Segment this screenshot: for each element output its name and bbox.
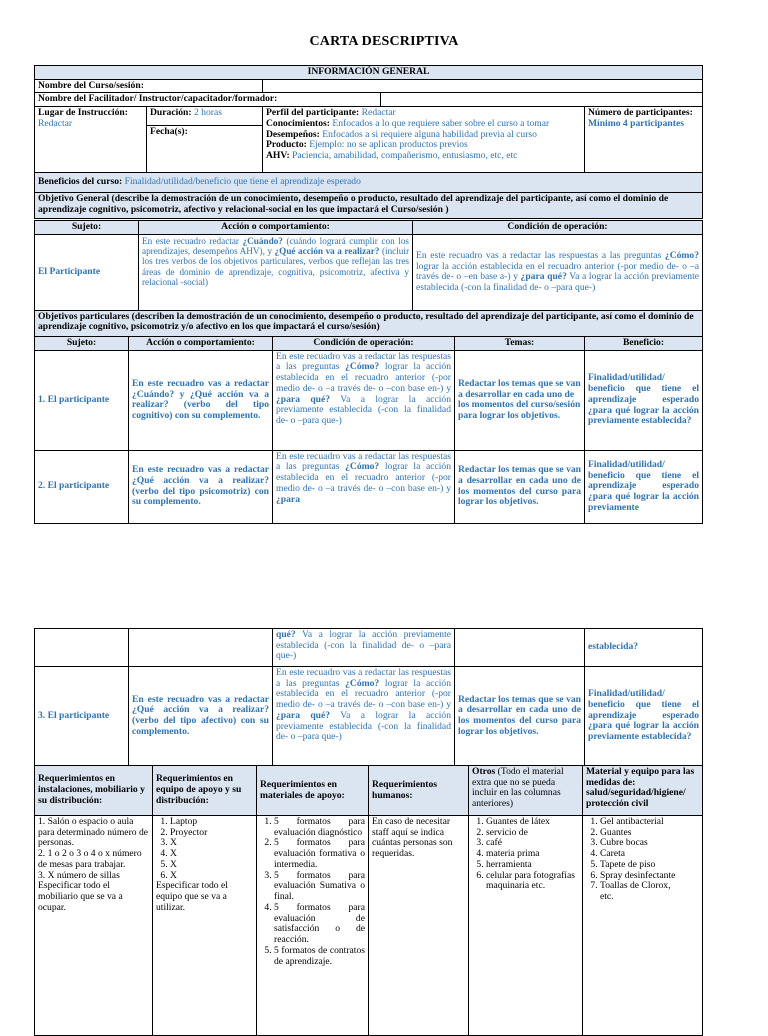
benefits-value: Finalidad/utilidad/beneficio que tiene el aprendizaje esperado	[124, 176, 361, 188]
duration-label: Duración:	[150, 107, 192, 119]
general-objective-heading: Objetivo General (describe la demostración de un conocimiento, desempeño o producto, resultado del aprendizaje del participante, así como el dominio de aprendizaje cognitivo, psicomotriz, afectivo y relacional-social en los que impactará el Curso/sesión )	[35, 193, 703, 219]
po-row3-condition: En este recuadro vas a redactar las respuestas a las preguntas ¿Cómo? lograr la acción establecida en el recuadro anterior (-por medio de- o –a través de- o –con base en-) y ¿para qué? Va a lograr la acción previamente establecida (-con la finalidad de- o –para que-)	[273, 667, 455, 766]
go-condition: En este recuadro vas a redactar las respuestas a las preguntas ¿Cómo? lograr la acción establecida en el recuadro anterior (-por medio de- o –a través de- o –en base a-) y ¿para qué? Va a lograr la acción previamente establecida (-con la finalidad de- o –para que-)	[413, 234, 703, 310]
general-info-table	[34, 65, 703, 219]
equipment-item: 2. Proyector	[170, 828, 253, 839]
knowledge-value: Enfocados a lo que requiere saber sobre el curso a tomar	[332, 117, 550, 129]
po-col-benefit: Beneficio:	[585, 337, 703, 351]
req-h-equipment: Requerimientos en equipo de apoyo y su distribución:	[153, 766, 257, 816]
go-col-action: Acción o comportamiento:	[139, 221, 413, 235]
place-cell	[35, 107, 147, 173]
safety-item: 3. Cubre bocas	[600, 838, 699, 849]
po-col-action: Acción o comportamiento:	[129, 337, 273, 351]
po-row1-subject: 1. El participante	[35, 350, 129, 450]
safety-item: 4. Careta	[600, 849, 699, 860]
po-row2-condition: En este recuadro vas a redactar las respuestas a las preguntas ¿Cómo? lograr la acción establecida en el recuadro anterior (-por medio de- o –a través de- o –con base en-) y ¿para	[273, 450, 455, 523]
material-item: 3. 5 formatos para evaluación Sumativa o final.	[274, 871, 365, 903]
req-equipment	[153, 816, 257, 1036]
req-h-installations: Requerimientos en instalaciones, mobiliario y su distribución:	[35, 766, 153, 816]
document-title: CARTA DESCRIPTIVA	[309, 34, 459, 49]
general-info-heading: INFORMACIÓN GENERAL	[35, 66, 703, 80]
po-row1-condition: En este recuadro vas a redactar las respuestas a las preguntas ¿Cómo? lograr la acción establecida en el recuadro anterior (-por medio de- o –a través de- o –con base en-) y ¿para qué? Va a lograr la acción previamente establecida (-con la finalidad de- o –para que-)	[273, 350, 455, 450]
po-col-subject: Sujeto:	[35, 337, 129, 351]
material-item: 5. 5 formatos de contratos de aprendizaje.	[274, 946, 365, 967]
product-value: Ejemplo: no se aplican productos previos	[309, 139, 468, 151]
dates-label: Fecha(s):	[150, 126, 188, 138]
req-others	[469, 816, 583, 1036]
po-row2-benefit: Finalidad/utilidad/ beneficio que tiene el aprendizaje esperado ¿para qué lograr la acción previamente	[585, 450, 703, 523]
other-item: 6. celular para fotografías maquinaria etc.	[486, 871, 579, 892]
other-item: 2. servicio de	[486, 828, 579, 839]
req-human: En caso de necesitar staff aquí se indica cuántas personas son requeridas.	[369, 816, 469, 1036]
req-h-materials: Requerimientos en materiales de apoyo:	[257, 766, 369, 816]
po-row3-action: En este recuadro vas a redactar ¿Qué acción va a realizar? (verbo del tipo afectivo) con su complemento.	[129, 667, 273, 766]
po-col-condition: Condición de operación:	[273, 337, 455, 351]
participants-value: Mínimo 4 participantes	[588, 117, 684, 129]
po-row2-benefit-cont: establecida?	[585, 629, 703, 667]
equipment-item: 5. X	[170, 860, 253, 871]
po-row3-topics: Redactar los temas que se van a desarrollar en cada uno de los momentos del curso para lograr los objetivos.	[455, 667, 585, 766]
po-row2-action: En este recuadro vas a redactar ¿Qué acción va a realizar? (verbo del tipo psicomotriz) con su complemento.	[129, 450, 273, 523]
go-subject: El Participante	[35, 234, 139, 310]
ahv-label: AHV:	[266, 150, 290, 162]
particular-objectives-heading: Objetivos particulares (describen la demostración de un conocimiento, desempeño o producto, resultado del aprendizaje del participante, así como el dominio de aprendizaje cognitivo, psicomotriz y/o afectivo en los que impactará el curso/sesión)	[35, 310, 703, 338]
course-benefits	[35, 173, 703, 193]
safety-item: 6. Spray desinfectante	[600, 871, 699, 882]
go-col-subject: Sujeto:	[35, 221, 139, 235]
particular-objectives-continued-table	[34, 628, 703, 766]
other-item: 4. materia prima	[486, 849, 579, 860]
installation-item: 2. 1 o 2 o 3 o 4 o x número de mesas para trabajar.	[38, 848, 142, 870]
req-safety	[583, 816, 703, 1036]
requirements-table	[34, 765, 703, 1036]
course-name-label: Nombre del Curso/sesión:	[35, 79, 263, 93]
installation-item: Especificar todo el mobiliario que se va a ocupar.	[38, 880, 123, 913]
material-item: 1. 5 formatos para evaluación diagnóstico	[274, 817, 365, 838]
po-row1-topics: Redactar los temas que se van a desarrollar en cada uno de los momentos del curso/sesión para lograr los objetivos.	[455, 350, 585, 450]
safety-note: etc.	[600, 891, 614, 903]
participants-label: Número de participantes:	[588, 107, 693, 119]
req-h-human: Requerimientos humanos:	[369, 766, 469, 816]
knowledge-label: Conocimientos:	[266, 117, 330, 129]
general-objective-table	[34, 220, 703, 339]
duration-cell	[147, 107, 263, 173]
benefits-label: Beneficios del curso:	[38, 176, 123, 188]
other-item: 1. Guantes de látex	[486, 817, 579, 828]
safety-item: 2. Guantes	[600, 828, 699, 839]
po-row3-benefit: Finalidad/utilidad/ beneficio que tiene el aprendizaje esperado ¿para qué lograr la acción previamente establecida?	[585, 667, 703, 766]
po-row1-benefit: Finalidad/utilidad/ beneficio que tiene el aprendizaje esperado ¿para qué lograr la acción previamente establecida?	[585, 350, 703, 450]
performance-label: Desempeños:	[266, 128, 320, 140]
product-label: Producto:	[266, 139, 307, 151]
po-row1-action: En este recuadro vas a redactar ¿Cuándo? y ¿Qué acción va a realizar? (verbo del tipo cognitivo) con su complemento.	[129, 350, 273, 450]
po-row2-subject: 2. El participante	[35, 450, 129, 523]
safety-item: 7. Toallas de Clorox,	[600, 881, 699, 892]
place-value: Redactar	[38, 117, 73, 129]
ahv-value: Paciencia, amabilidad, compañerismo, entusiasmo, etc, etc	[292, 150, 518, 162]
po-col-topics: Temas:	[455, 337, 585, 351]
profile-cell	[263, 107, 585, 173]
po-row2-condition-cont: qué? Va a lograr la acción previamente establecida (-con la finalidad de- o –para que-)	[273, 629, 455, 667]
installation-item: 1. Salón o espacio o aula para determinado número de personas.	[38, 816, 149, 849]
facilitator-value	[381, 93, 703, 107]
po-row3-subject: 3. El participante	[35, 667, 129, 766]
req-h-others: Otros (Todo el material extra que no se pueda incluir en las columnas anteriores)	[469, 766, 583, 816]
go-col-condition: Condición de operación:	[413, 221, 703, 235]
participants-cell	[585, 107, 703, 173]
profile-label: Perfil del participante:	[266, 107, 360, 119]
req-materials	[257, 816, 369, 1036]
particular-objectives-table	[34, 336, 703, 524]
equipment-item: 1. Laptop	[170, 817, 253, 828]
material-item: 2. 5 formatos para evaluación formativa o intermedia.	[274, 838, 365, 870]
course-name-value	[263, 79, 703, 93]
safety-item: 5. Tapete de piso	[600, 860, 699, 871]
req-h-safety: Material y equipo para las medidas de: salud/seguridad/higiene/ protección civil	[583, 766, 703, 816]
performance-value: Enfocados a si requiere alguna habilidad previa al curso	[322, 128, 537, 140]
material-item: 4. 5 formatos para evaluación de satisfacción o de reacción.	[274, 903, 365, 946]
req-installations	[35, 816, 153, 1036]
equipment-item: 4. X	[170, 849, 253, 860]
duration-value: 2 horas	[193, 107, 222, 119]
installation-item: 3. X número de sillas	[38, 869, 120, 881]
place-label: Lugar de Instrucción:	[38, 107, 128, 119]
equipment-note: Especificar todo el equipo que se va a utilizar.	[156, 880, 228, 913]
other-item: 3. café	[486, 838, 579, 849]
facilitator-label: Nombre del Facilitador/ Instructor/capacitador/formador:	[35, 93, 381, 107]
equipment-item: 6. X	[170, 871, 253, 882]
equipment-item: 3. X	[170, 838, 253, 849]
other-item: 5. herramienta	[486, 860, 579, 871]
go-action: En este recuadro redactar ¿Cuándo? (cuándo logrará cumplir con los aprendizajes, desempeños AHV), y ¿Qué acción va a realizar? (incluir los tres verbos de los objetivos particulares, verbos que reflejan las tres áreas de dominio de aprendizaje, cognitiva, psicomotriz, afectiva y relacional -social)	[139, 234, 413, 310]
po-row2-topics: Redactar los temas que se van a desarrollar en cada uno de los momentos del curso para lograr los objetivos.	[455, 450, 585, 523]
safety-item: 1. Gel antibacterial	[600, 817, 699, 828]
profile-value: Redactar	[361, 107, 396, 119]
